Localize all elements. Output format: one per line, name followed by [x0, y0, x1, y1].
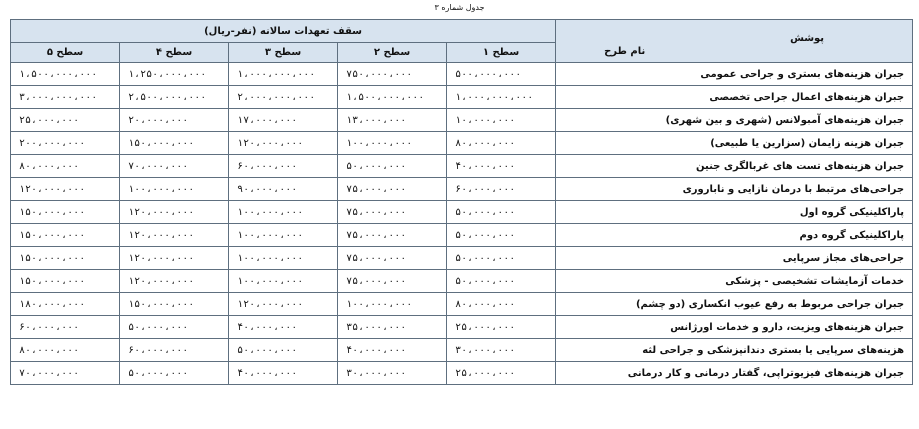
row-coverage-name: جبران هزینه‌های فیزیوتراپی، گفتار درمانی و کار درمانی	[556, 362, 913, 385]
row-coverage-name: جبران جراحی مربوط به رفع عیوب انکساری (دو چشم)	[556, 293, 913, 316]
level-3-value: ۱،۰۰۰،۰۰۰،۰۰۰	[229, 63, 338, 86]
level-1-value: ۲۵،۰۰۰،۰۰۰	[447, 362, 556, 385]
level-5-value: ۱۵۰،۰۰۰،۰۰۰	[11, 247, 120, 270]
row-coverage-name: هزینه‌های سرپایی یا بستری دندانپزشکی و جراحی لثه	[556, 339, 913, 362]
table-body	[11, 63, 913, 385]
level-1-value: ۵۰،۰۰۰،۰۰۰	[447, 224, 556, 247]
table-row	[11, 362, 913, 385]
row-coverage-name: جبران هزینه زایمان (سزارین یا طبیعی)	[556, 132, 913, 155]
row-coverage-name: جبران هزینه‌های تست های غربالگری جنین	[556, 155, 913, 178]
level-2-value: ۱،۵۰۰،۰۰۰،۰۰۰	[338, 86, 447, 109]
level-5-value: ۱۵۰،۰۰۰،۰۰۰	[11, 224, 120, 247]
table-row	[11, 109, 913, 132]
level-5-value: ۱۸۰،۰۰۰،۰۰۰	[11, 293, 120, 316]
level-4-value: ۵۰،۰۰۰،۰۰۰	[120, 316, 229, 339]
level-5-value: ۱۵۰،۰۰۰،۰۰۰	[11, 270, 120, 293]
level-1-value: ۳۰،۰۰۰،۰۰۰	[447, 339, 556, 362]
level-3-value: ۲،۰۰۰،۰۰۰،۰۰۰	[229, 86, 338, 109]
level-4-value: ۲۰،۰۰۰،۰۰۰	[120, 109, 229, 132]
level-5-value: ۲۵،۰۰۰،۰۰۰	[11, 109, 120, 132]
level-3-value: ۱۰۰،۰۰۰،۰۰۰	[229, 201, 338, 224]
level-2-value: ۵۰،۰۰۰،۰۰۰	[338, 155, 447, 178]
row-coverage-name: جبران هزینه‌های بستری و جراحی عمومی	[556, 63, 913, 86]
level-3-value: ۴۰،۰۰۰،۰۰۰	[229, 316, 338, 339]
level-1-value: ۸۰،۰۰۰،۰۰۰	[447, 293, 556, 316]
level-1-value: ۵۰،۰۰۰،۰۰۰	[447, 270, 556, 293]
table-row	[11, 270, 913, 293]
table-row	[11, 293, 913, 316]
level-5-value: ۶۰،۰۰۰،۰۰۰	[11, 316, 120, 339]
level-1-header: سطح ۱	[447, 43, 556, 63]
level-4-value: ۵۰،۰۰۰،۰۰۰	[120, 362, 229, 385]
level-3-value: ۱۲۰،۰۰۰،۰۰۰	[229, 293, 338, 316]
level-3-value: ۱۲۰،۰۰۰،۰۰۰	[229, 132, 338, 155]
table-row	[11, 316, 913, 339]
row-coverage-name: پاراکلینیکی گروه دوم	[556, 224, 913, 247]
level-4-value: ۱۲۰،۰۰۰،۰۰۰	[120, 270, 229, 293]
level-5-value: ۸۰،۰۰۰،۰۰۰	[11, 339, 120, 362]
level-1-value: ۱۰،۰۰۰،۰۰۰	[447, 109, 556, 132]
row-coverage-name: جراحی‌های مجاز سرپایی	[556, 247, 913, 270]
level-3-value: ۱۷،۰۰۰،۰۰۰	[229, 109, 338, 132]
level-5-value: ۱،۵۰۰،۰۰۰،۰۰۰	[11, 63, 120, 86]
level-2-value: ۴۰،۰۰۰،۰۰۰	[338, 339, 447, 362]
level-4-value: ۱۲۰،۰۰۰،۰۰۰	[120, 224, 229, 247]
level-4-header: سطح ۴	[120, 43, 229, 63]
row-coverage-name: جبران هزینه‌های آمبولانس (شهری و بین شهری)	[556, 109, 913, 132]
level-2-value: ۷۵،۰۰۰،۰۰۰	[338, 201, 447, 224]
level-2-value: ۳۵،۰۰۰،۰۰۰	[338, 316, 447, 339]
level-2-value: ۷۵،۰۰۰،۰۰۰	[338, 224, 447, 247]
level-4-value: ۶۰،۰۰۰،۰۰۰	[120, 339, 229, 362]
table-row	[11, 201, 913, 224]
level-1-value: ۶۰،۰۰۰،۰۰۰	[447, 178, 556, 201]
level-4-value: ۱۲۰،۰۰۰،۰۰۰	[120, 201, 229, 224]
level-2-value: ۱۰۰،۰۰۰،۰۰۰	[338, 293, 447, 316]
level-5-value: ۸۰،۰۰۰،۰۰۰	[11, 155, 120, 178]
table-row	[11, 86, 913, 109]
table-row	[11, 132, 913, 155]
level-3-value: ۱۰۰،۰۰۰،۰۰۰	[229, 270, 338, 293]
level-3-value: ۶۰،۰۰۰،۰۰۰	[229, 155, 338, 178]
level-4-value: ۱۰۰،۰۰۰،۰۰۰	[120, 178, 229, 201]
table-row	[11, 247, 913, 270]
level-4-value: ۱۲۰،۰۰۰،۰۰۰	[120, 247, 229, 270]
level-2-value: ۷۵،۰۰۰،۰۰۰	[338, 178, 447, 201]
level-3-header: سطح ۳	[229, 43, 338, 63]
level-3-value: ۱۰۰،۰۰۰،۰۰۰	[229, 224, 338, 247]
level-1-value: ۵۰۰،۰۰۰،۰۰۰	[447, 63, 556, 86]
level-2-value: ۱۳،۰۰۰،۰۰۰	[338, 109, 447, 132]
level-1-value: ۵۰،۰۰۰،۰۰۰	[447, 201, 556, 224]
table-row	[11, 178, 913, 201]
table-row	[11, 224, 913, 247]
row-coverage-name: خدمات آزمایشات تشخیصی - پزشکی	[556, 270, 913, 293]
table-caption: جدول شماره ۳	[434, 3, 485, 12]
level-1-value: ۱،۰۰۰،۰۰۰،۰۰۰	[447, 86, 556, 109]
level-4-value: ۱۵۰،۰۰۰،۰۰۰	[120, 293, 229, 316]
level-2-value: ۳۰،۰۰۰،۰۰۰	[338, 362, 447, 385]
level-3-value: ۴۰،۰۰۰،۰۰۰	[229, 362, 338, 385]
level-5-value: ۱۵۰،۰۰۰،۰۰۰	[11, 201, 120, 224]
level-5-value: ۷۰،۰۰۰،۰۰۰	[11, 362, 120, 385]
level-2-value: ۱۰۰،۰۰۰،۰۰۰	[338, 132, 447, 155]
level-5-header: سطح ۵	[11, 43, 120, 63]
level-1-value: ۲۵،۰۰۰،۰۰۰	[447, 316, 556, 339]
table-row	[11, 339, 913, 362]
row-coverage-name: جبران هزینه‌های ویزیت، دارو و خدمات اورژانس	[556, 316, 913, 339]
row-coverage-name: پاراکلینیکی گروه اول	[556, 201, 913, 224]
level-5-value: ۱۲۰،۰۰۰،۰۰۰	[11, 178, 120, 201]
row-coverage-name: جبران هزینه‌های اعمال جراحی تخصصی	[556, 86, 913, 109]
level-4-value: ۷۰،۰۰۰،۰۰۰	[120, 155, 229, 178]
level-2-header: سطح ۲	[338, 43, 447, 63]
plan-name-header: نام طرح	[604, 46, 646, 57]
coverage-header: پوشش	[790, 33, 825, 44]
level-5-value: ۳،۰۰۰،۰۰۰،۰۰۰	[11, 86, 120, 109]
level-1-value: ۵۰،۰۰۰،۰۰۰	[447, 247, 556, 270]
level-4-value: ۱،۲۵۰،۰۰۰،۰۰۰	[120, 63, 229, 86]
table-row	[11, 63, 913, 86]
level-1-value: ۴۰،۰۰۰،۰۰۰	[447, 155, 556, 178]
level-4-value: ۱۵۰،۰۰۰،۰۰۰	[120, 132, 229, 155]
ceiling-header: سقف تعهدات سالانه (نفر-ریال)	[11, 20, 556, 43]
coverage-table	[10, 19, 913, 385]
coverage-plan-header	[556, 20, 913, 63]
level-2-value: ۷۵،۰۰۰،۰۰۰	[338, 270, 447, 293]
level-2-value: ۷۵،۰۰۰،۰۰۰	[338, 247, 447, 270]
row-coverage-name: جراحی‌های مرتبط با درمان نازایی و ناباروری	[556, 178, 913, 201]
level-3-value: ۱۰۰،۰۰۰،۰۰۰	[229, 247, 338, 270]
level-4-value: ۲،۵۰۰،۰۰۰،۰۰۰	[120, 86, 229, 109]
level-3-value: ۹۰،۰۰۰،۰۰۰	[229, 178, 338, 201]
level-3-value: ۵۰،۰۰۰،۰۰۰	[229, 339, 338, 362]
level-1-value: ۸۰،۰۰۰،۰۰۰	[447, 132, 556, 155]
level-5-value: ۲۰۰،۰۰۰،۰۰۰	[11, 132, 120, 155]
level-2-value: ۷۵۰،۰۰۰،۰۰۰	[338, 63, 447, 86]
table-row	[11, 155, 913, 178]
